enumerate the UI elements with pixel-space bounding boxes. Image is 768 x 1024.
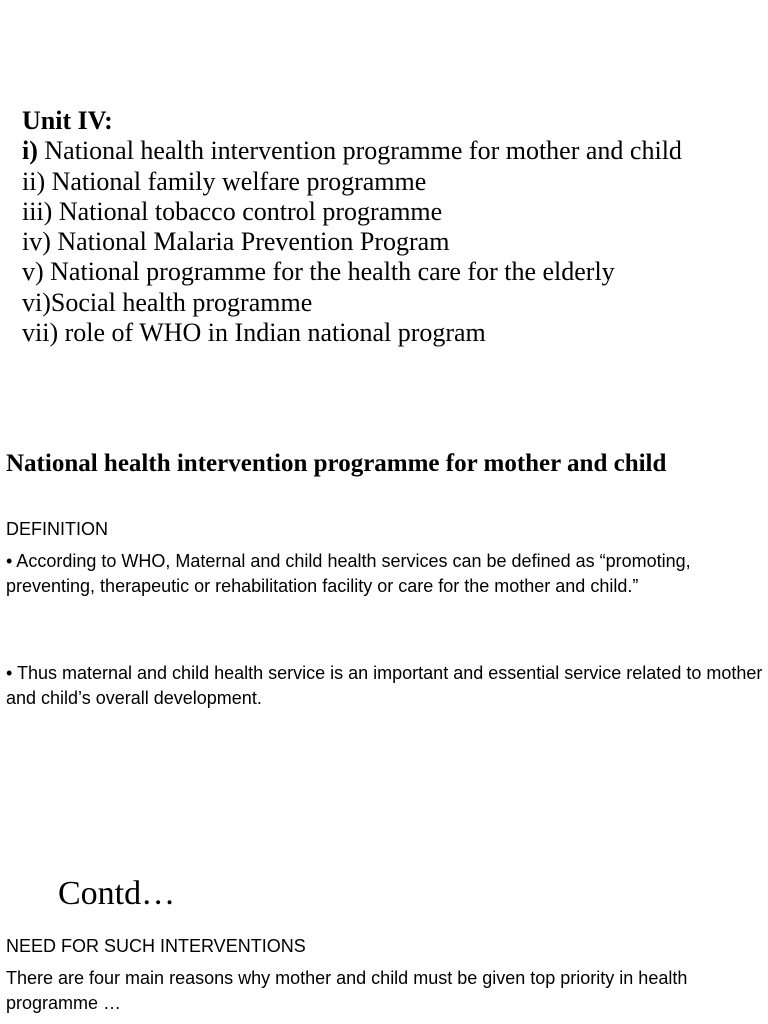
need-label: NEED FOR SUCH INTERVENTIONS	[6, 936, 306, 956]
unit-item-4: iv) National Malaria Prevention Program	[22, 227, 450, 257]
contd-heading: Contd…	[58, 875, 176, 912]
unit-iv-list	[22, 106, 762, 348]
unit-item-1-text: National health intervention programme for mother and child	[37, 136, 682, 166]
unit-item-1-number: i)	[22, 136, 38, 166]
unit-title: Unit IV:	[22, 106, 113, 135]
unit-item-6: vi)Social health programme	[22, 287, 313, 317]
section-heading: National health intervention programme for mother and child	[6, 450, 667, 477]
unit-item-1	[22, 136, 762, 166]
definition-paragraph-2: • Thus maternal and child health service is an important and essential service related to mother and child’s overall development.	[6, 663, 763, 708]
unit-item-7: vii) role of WHO in Indian national program	[22, 318, 486, 348]
definition-label: DEFINITION	[6, 519, 108, 539]
unit-item-3: iii) National tobacco control programme	[22, 196, 443, 226]
unit-item-5: v) National programme for the health care for the elderly	[22, 257, 615, 287]
need-paragraph: There are four main reasons why mother and child must be given top priority in health programme …	[6, 968, 688, 1013]
unit-item-2: ii) National family welfare programme	[22, 166, 427, 196]
definition-paragraph-1: • According to WHO, Maternal and child health services can be defined as “promoting, preventing, therapeutic or rehabilitation facility or care for the mother and child.”	[6, 551, 691, 596]
